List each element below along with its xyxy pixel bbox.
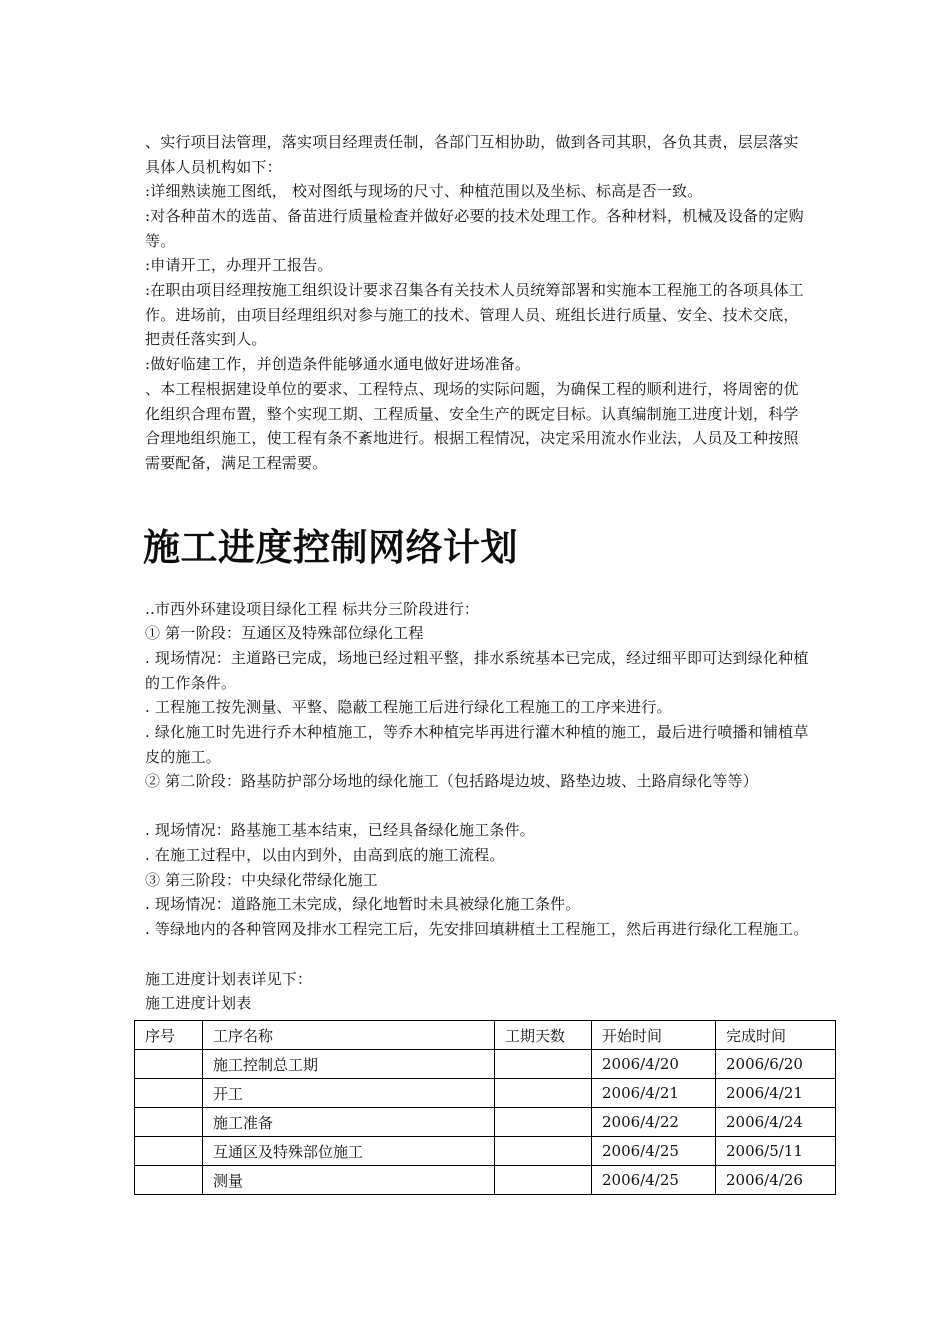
section-heading: 施工进度控制网络计划 xyxy=(143,526,518,569)
header-cell: 开始时间 xyxy=(592,1021,716,1050)
paragraph: ② 第二阶段：路基防护部分场地的绿化施工（包括路堤边坡、路垫边坡、土路肩绿化等等） xyxy=(145,772,758,790)
table-header-row xyxy=(135,1021,836,1050)
header-cell: 完成时间 xyxy=(716,1021,836,1050)
paragraph: ..市西外环建设项目绿化工程 标共分三阶段进行： xyxy=(145,600,480,618)
table-cell xyxy=(495,1166,592,1195)
paragraph: :在职由项目经理按施工组织设计要求召集各有关技术人员统筹部署和实施本工程施工的各项具体工作。进场前，由项目经理组织对参与施工的技术、管理人员、班组长进行质量、安全、技术交底，把责任落实到人。 xyxy=(145,281,804,348)
table-cell: 2006/4/22 xyxy=(592,1108,716,1137)
table-cell: 施工准备 xyxy=(203,1108,495,1137)
paragraph: . 在施工过程中，以由内到外，由高到底的施工流程。 xyxy=(145,846,505,864)
paragraph: . 现场情况：道路施工未完成，绿化地暂时未具被绿化施工条件。 xyxy=(145,895,581,913)
paragraph: . 工程施工按先测量、平整、隐蔽工程施工后进行绿化工程施工的工序来进行。 xyxy=(145,698,672,716)
table-cell: 测量 xyxy=(203,1166,495,1195)
schedule-table xyxy=(134,1020,836,1195)
table-cell xyxy=(495,1108,592,1137)
table-row xyxy=(135,1108,836,1137)
table-cell: 2006/4/21 xyxy=(592,1079,716,1108)
paragraph: . 等绿地内的各种管网及排水工程完工后，先安排回填耕植土工程施工，然后再进行绿化工程施工。 xyxy=(145,920,809,938)
table-caption: 施工进度计划表 xyxy=(145,994,252,1012)
table-cell: 2006/4/26 xyxy=(716,1166,836,1195)
table-cell: 2006/4/25 xyxy=(592,1166,716,1195)
header-cell: 序号 xyxy=(135,1021,203,1050)
table-row xyxy=(135,1050,836,1079)
paragraph: . 绿化施工时先进行乔木种植施工，等乔木种植完毕再进行灌木种植的施工，最后进行喷播和铺植草皮的施工。 xyxy=(145,723,809,766)
paragraph: 、本工程根据建设单位的要求、工程特点、现场的实际问题，为确保工程的顺利进行，将周密的优化组织合理布置，整个实现工期、工程质量、安全生产的既定目标。认真编制施工进度计划，科学合理地组织施工，使工程有条不紊地进行。根据工程情况，决定采用流水作业法，人员及工种按照需要配备，满足工程需要。 xyxy=(145,380,799,472)
table-cell: 开工 xyxy=(203,1079,495,1108)
paragraph: . 现场情况：路基施工基本结束，已经具备绿化施工条件。 xyxy=(145,821,535,839)
table-row xyxy=(135,1166,836,1195)
paragraph: 施工进度计划表详见下： xyxy=(145,970,313,988)
table-cell: 2006/5/11 xyxy=(716,1137,836,1166)
table-cell xyxy=(135,1108,203,1137)
table-cell: 2006/4/20 xyxy=(592,1050,716,1079)
table-cell: 2006/6/20 xyxy=(716,1050,836,1079)
table-cell xyxy=(135,1050,203,1079)
table-cell xyxy=(135,1137,203,1166)
table-cell xyxy=(135,1166,203,1195)
paragraph: ① 第一阶段：互通区及特殊部位绿化工程 xyxy=(145,624,424,642)
paragraph: :对各种苗木的选苗、备苗进行质量检查并做好必要的技术处理工作。各种材料，机械及设备的定购等。 xyxy=(145,207,804,250)
table-cell: 互通区及特殊部位施工 xyxy=(203,1137,495,1166)
table-cell: 2006/4/25 xyxy=(592,1137,716,1166)
paragraph: ③ 第三阶段：中央绿化带绿化施工 xyxy=(145,871,378,889)
table-cell: 2006/4/24 xyxy=(716,1108,836,1137)
paragraph: 、实行项目法管理，落实项目经理责任制，各部门互相协助，做到各司其职，各负其责，层层落实具体人员机构如下： xyxy=(145,133,799,176)
table-row xyxy=(135,1079,836,1108)
table-row xyxy=(135,1137,836,1166)
paragraph: . 现场情况：主道路已完成，场地已经过粗平整，排水系统基本已完成，经过细平即可达到绿化种植的工作条件。 xyxy=(145,649,809,692)
paragraph: :申请开工，办理开工报告。 xyxy=(145,256,333,274)
table-cell xyxy=(495,1079,592,1108)
paragraph: :详细熟读施工图纸， 校对图纸与现场的尺寸、种植范围以及坐标、标高是否一致。 xyxy=(145,182,703,200)
table-cell: 施工控制总工期 xyxy=(203,1050,495,1079)
paragraph: :做好临建工作，并创造条件能够通水通电做好进场准备。 xyxy=(145,355,531,373)
table-cell xyxy=(135,1079,203,1108)
table-cell xyxy=(495,1137,592,1166)
header-cell: 工序名称 xyxy=(203,1021,495,1050)
header-cell: 工期天数 xyxy=(495,1021,592,1050)
table-cell: 2006/4/21 xyxy=(716,1079,836,1108)
table-cell xyxy=(495,1050,592,1079)
